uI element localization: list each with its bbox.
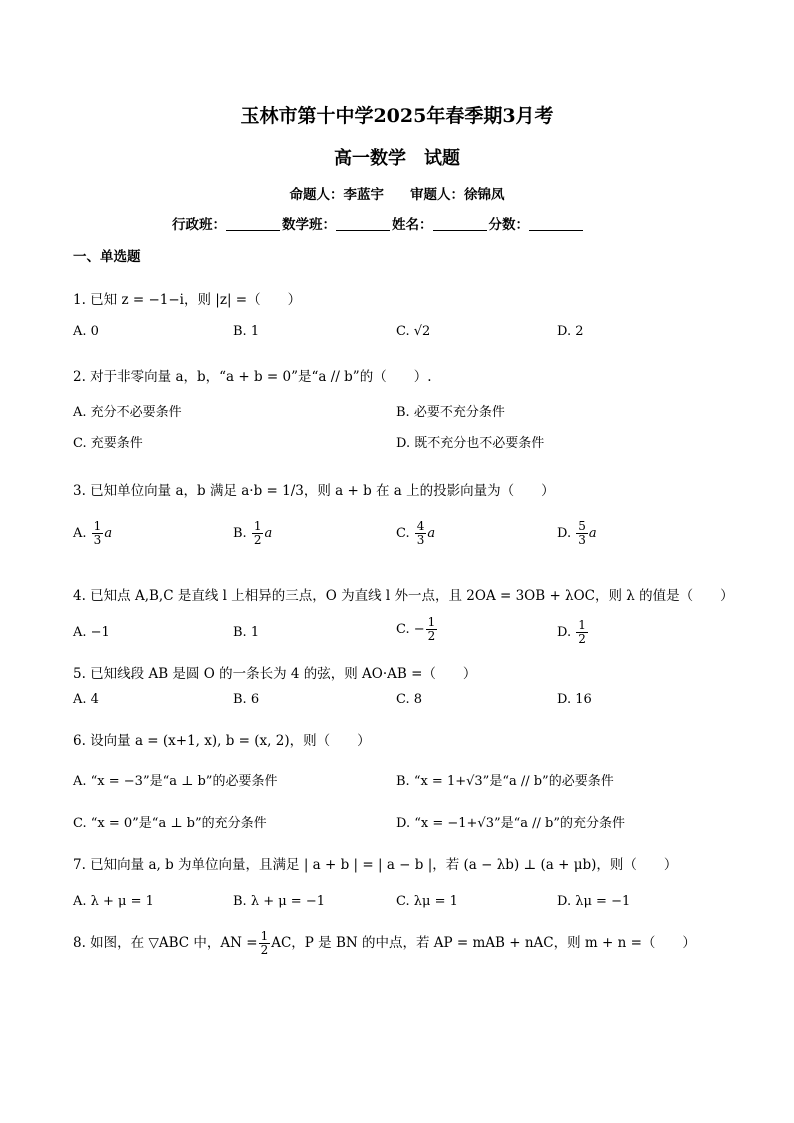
q7-option-a: A. λ + μ = 1 [73, 894, 154, 909]
math-class-blank[interactable] [336, 216, 390, 231]
exam-title: 玉林市第十中学2025年春季期3月考 [240, 105, 554, 127]
q5-option-c: C. 8 [396, 692, 423, 707]
q3-option-a-label: A. [73, 526, 87, 541]
question-1: 1. 已知 z = −1−i，则 |z| =（ ） [73, 292, 302, 308]
reviewer: 审题人：徐锦凤 [410, 187, 505, 203]
q8-stem-start: 8. 如图，在 ▽ABC 中，AN = [73, 935, 258, 951]
q3-option-a [73, 520, 112, 547]
q8-stem-end: AC，P 是 BN 的中点，若 AP = mAB + nAC，则 m + n =（ ） [271, 935, 696, 951]
q4-option-d-fraction: $\frac{1}{2}$ [578, 618, 586, 646]
authors-line [0, 183, 794, 203]
question-2: 2. 对于非零向量 a，b，“a + b = 0”是“a // b”的（ ）. [73, 369, 432, 385]
q7-option-d: D. λμ = −1 [557, 894, 631, 909]
q2-option-d: D. 既不充分也不必要条件 [396, 436, 545, 451]
student-info-fields [172, 213, 585, 233]
class-blank[interactable] [226, 216, 280, 231]
score-label: 分数： [488, 217, 529, 233]
q3-option-d-label: D. [557, 526, 572, 541]
exam-subtitle: 高一数学 试题 [334, 148, 460, 169]
vector-a: a [427, 526, 436, 541]
question-8 [73, 930, 696, 957]
q3-option-d-fraction: $\frac{5}{3}$ [578, 519, 586, 547]
q3-option-d [557, 520, 597, 547]
q6-option-a: A. “x = −3”是“a ⊥ b”的必要条件 [73, 774, 278, 789]
q8-fraction: $\frac{1}{2}$ [260, 929, 269, 957]
name-blank[interactable] [433, 216, 487, 231]
q6-option-d: D. “x = −1+√3”是“a // b”的充分条件 [396, 816, 626, 831]
q3-option-c-label: C. [396, 526, 410, 541]
question-7: 7. 已知向量 a, b 为单位向量，且满足 | a + b | = | a − b |，若 (a − λb) ⊥ (a + μb)，则（ ） [73, 857, 678, 873]
q7-option-b: B. λ + μ = −1 [233, 894, 325, 909]
q1-option-d: D. 2 [557, 324, 584, 339]
section-heading: 一、单选题 [73, 249, 141, 265]
question-4: 4. 已知点 A,B,C 是直线 l 上相异的三点，O 为直线 l 外一点，且 2OA = 3OB + λOC，则 λ 的值是（ ） [73, 588, 734, 604]
q5-option-b: B. 6 [233, 692, 260, 707]
q6-option-c: C. “x = 0”是“a ⊥ b”的充分条件 [73, 816, 267, 831]
q4-option-d [557, 619, 589, 646]
name-label: 姓名： [392, 217, 433, 233]
math-class-label: 数学班： [282, 217, 336, 233]
q3-option-a-fraction: $\frac{1}{3}$ [93, 519, 102, 547]
q7-option-c: C. λμ = 1 [396, 894, 458, 909]
q4-option-a: A. −1 [73, 625, 110, 640]
q2-option-a: A. 充分不必要条件 [73, 405, 182, 420]
q4-option-c-fraction: $\frac{1}{2}$ [427, 615, 436, 643]
q4-option-c-label: C. − [396, 622, 425, 637]
q4-option-c [396, 616, 438, 643]
score-blank[interactable] [529, 216, 583, 231]
q2-option-b: B. 必要不充分条件 [396, 405, 505, 420]
vector-a: a [104, 526, 113, 541]
q3-option-c [396, 520, 435, 547]
q3-option-b [233, 520, 272, 547]
q3-option-b-fraction: $\frac{1}{2}$ [253, 519, 262, 547]
q3-option-b-label: B. [233, 526, 247, 541]
question-6: 6. 设向量 a = (x+1, x), b = (x, 2)，则（ ） [73, 733, 371, 749]
q6-option-b: B. “x = 1+√3”是“a // b”的必要条件 [396, 774, 614, 789]
class-label: 行政班： [172, 217, 226, 233]
vector-a: a [588, 526, 597, 541]
question-3: 3. 已知单位向量 a，b 满足 a·b = 1/3，则 a + b 在 a 上的投影向量为（ ） [73, 483, 555, 499]
q5-option-d: D. 16 [557, 692, 592, 707]
q1-option-b: B. 1 [233, 324, 260, 339]
proposer: 命题人：李蓝宇 [289, 187, 384, 203]
q5-option-a: A. 4 [73, 692, 99, 707]
q4-option-d-label: D. [557, 625, 572, 640]
q1-option-c: C. √2 [396, 324, 431, 339]
question-5: 5. 已知线段 AB 是圆 O 的一条长为 4 的弦，则 AO·AB =（ ） [73, 666, 477, 682]
q2-option-c: C. 充要条件 [73, 436, 143, 451]
vector-a: a [264, 526, 273, 541]
q1-option-a: A. 0 [73, 324, 99, 339]
q3-option-c-fraction: $\frac{4}{3}$ [416, 519, 425, 547]
q4-option-b: B. 1 [233, 625, 260, 640]
